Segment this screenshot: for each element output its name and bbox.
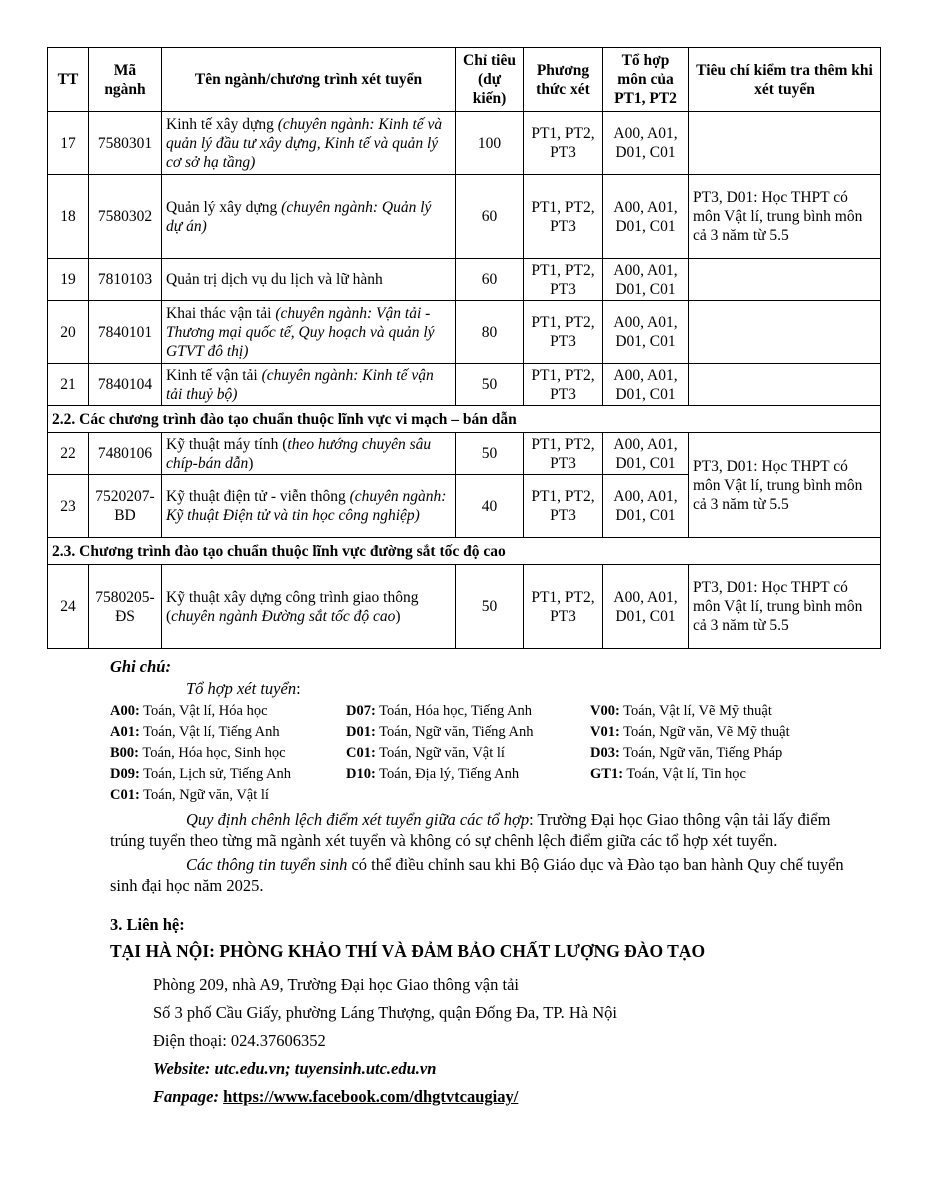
subject-combination-item bbox=[346, 764, 590, 785]
fanpage-link[interactable]: https://www.facebook.com/dhgtvtcaugiay/ bbox=[223, 1087, 519, 1106]
subject-combination-item bbox=[590, 722, 850, 743]
row-chitieu: 100 bbox=[456, 112, 524, 175]
row-tohop: A00, A01, D01, C01 bbox=[603, 475, 689, 538]
row-chitieu: 40 bbox=[456, 475, 524, 538]
admission-info-note bbox=[110, 854, 850, 896]
header-phuong-thuc: Phương thức xét bbox=[524, 48, 603, 112]
subject-desc: Toán, Vật lí, Tin học bbox=[623, 766, 746, 782]
table-row bbox=[48, 364, 881, 406]
row-tohop: A00, A01, D01, C01 bbox=[603, 259, 689, 301]
notes-title: Ghi chú: bbox=[110, 657, 171, 676]
row-tt: 18 bbox=[48, 175, 89, 259]
row-ten bbox=[162, 475, 456, 538]
row-ten-italic: (chuyên ngành: Kinh tế vận tải thuỷ bộ) bbox=[166, 366, 434, 403]
subject-combination-item bbox=[590, 764, 850, 785]
subject-desc: Toán, Ngữ văn, Vật lí bbox=[375, 745, 505, 761]
subject-desc: Toán, Hóa học, Sinh học bbox=[139, 745, 286, 761]
row-ten bbox=[162, 565, 456, 649]
subject-desc: Toán, Ngữ văn, Tiếng Anh bbox=[375, 724, 534, 740]
row-tt: 17 bbox=[48, 112, 89, 175]
row-ma: 7520207-BD bbox=[89, 475, 162, 538]
subject-code: D10: bbox=[346, 766, 376, 782]
contact-website[interactable]: Website: utc.edu.vn; tuyensinh.utc.edu.vn bbox=[153, 1059, 437, 1078]
row-ten-end: ) bbox=[248, 454, 254, 472]
row-chitieu: 50 bbox=[456, 364, 524, 406]
subject-combination-list bbox=[110, 701, 850, 806]
subject-code: D01: bbox=[346, 724, 376, 740]
row-tohop: A00, A01, D01, C01 bbox=[603, 301, 689, 364]
row-ma: 7480106 bbox=[89, 433, 162, 475]
admission-info-note-text: có thể điều chỉnh sau khi Bộ Giáo dục và Đào tạo ban hành Quy chế tuyển sinh đại học năm 2025. bbox=[110, 855, 844, 895]
row-ten-text: Khai thác vận tải bbox=[166, 304, 276, 322]
subject-code: V01: bbox=[590, 724, 620, 740]
subject-combination-item bbox=[110, 785, 346, 806]
admission-info-note-title: Các thông tin tuyển sinh bbox=[186, 855, 348, 874]
fanpage-label: Fanpage: bbox=[153, 1087, 224, 1106]
table-row bbox=[48, 565, 881, 649]
subject-code: B00: bbox=[110, 745, 139, 761]
row-tt: 24 bbox=[48, 565, 89, 649]
subject-desc: Toán, Ngữ văn, Vật lí bbox=[139, 787, 269, 803]
row-ma: 7810103 bbox=[89, 259, 162, 301]
subject-code: D09: bbox=[110, 766, 140, 782]
header-ten-nganh: Tên ngành/chương trình xét tuyển bbox=[162, 48, 456, 112]
row-ten bbox=[162, 364, 456, 406]
header-tieu-chi: Tiêu chí kiểm tra thêm khi xét tuyển bbox=[689, 48, 881, 112]
subject-desc: Toán, Vật lí, Hóa học bbox=[139, 703, 268, 719]
row-ma: 7580301 bbox=[89, 112, 162, 175]
contact-section bbox=[110, 915, 870, 1115]
row-ten bbox=[162, 112, 456, 175]
subject-combination-item bbox=[346, 701, 590, 722]
contact-fanpage bbox=[110, 1087, 870, 1115]
table-row bbox=[48, 301, 881, 364]
subject-desc: Toán, Ngữ văn, Vẽ Mỹ thuật bbox=[619, 724, 790, 740]
subject-combination-item bbox=[110, 701, 346, 722]
subject-combination-item bbox=[346, 722, 590, 743]
row-pt: PT1, PT2, PT3 bbox=[524, 475, 603, 538]
subject-desc: Toán, Hóa học, Tiếng Anh bbox=[375, 703, 533, 719]
row-ten-text: Quản trị dịch vụ du lịch và lữ hành bbox=[166, 271, 383, 288]
row-ten-text: Kỹ thuật xây dựng công trình giao thông ( bbox=[166, 588, 419, 625]
row-chitieu: 60 bbox=[456, 259, 524, 301]
row-ten-text: Quản lý xây dựng bbox=[166, 198, 282, 216]
header-tt: TT bbox=[48, 48, 89, 112]
row-ten bbox=[162, 301, 456, 364]
row-ma: 7580302 bbox=[89, 175, 162, 259]
contact-title: 3. Liên hệ: bbox=[110, 915, 185, 934]
row-tt: 22 bbox=[48, 433, 89, 475]
row-chitieu: 50 bbox=[456, 433, 524, 475]
row-ma: 7580205-ĐS bbox=[89, 565, 162, 649]
row-ten-text: Kinh tế xây dựng bbox=[166, 115, 278, 133]
subject-combination-item bbox=[346, 743, 590, 764]
row-tt: 23 bbox=[48, 475, 89, 538]
subject-combination-title bbox=[110, 679, 850, 701]
row-tt: 20 bbox=[48, 301, 89, 364]
admission-table bbox=[47, 47, 881, 649]
row-pt: PT1, PT2, PT3 bbox=[524, 259, 603, 301]
row-chitieu: 80 bbox=[456, 301, 524, 364]
row-ten bbox=[162, 259, 456, 301]
subject-code: A00: bbox=[110, 703, 140, 719]
header-ma-nganh: Mã ngành bbox=[89, 48, 162, 112]
contact-room: Phòng 209, nhà A9, Trường Đại học Giao thông vận tải bbox=[153, 975, 519, 994]
row-ma: 7840104 bbox=[89, 364, 162, 406]
subject-desc: Toán, Địa lý, Tiếng Anh bbox=[375, 766, 520, 782]
row-tt: 21 bbox=[48, 364, 89, 406]
row-tieuchi: PT3, D01: Học THPT có môn Vật lí, trung bình môn cả 3 năm từ 5.5 bbox=[689, 433, 881, 538]
row-pt: PT1, PT2, PT3 bbox=[524, 112, 603, 175]
contact-office: TẠI HÀ NỘI: PHÒNG KHẢO THÍ VÀ ĐẢM BẢO CHẤT LƯỢNG ĐÀO TẠO bbox=[110, 941, 706, 961]
row-tohop: A00, A01, D01, C01 bbox=[603, 565, 689, 649]
row-ten-italic: (chuyên ngành: Quản lý dự án) bbox=[166, 198, 432, 235]
section-heading-23: 2.3. Chương trình đào tạo chuẩn thuộc lĩnh vực đường sắt tốc độ cao bbox=[48, 538, 881, 565]
section-row bbox=[48, 538, 881, 565]
notes-section bbox=[110, 657, 850, 896]
row-ten-text: Kỹ thuật điện tử - viễn thông bbox=[166, 488, 350, 505]
subject-desc: Toán, Vật lí, Vẽ Mỹ thuật bbox=[619, 703, 772, 719]
row-ten-italic: (chuyên ngành: Kỹ thuật Điện tử và tin học công nghiệp) bbox=[166, 488, 447, 524]
subject-code: V00: bbox=[590, 703, 620, 719]
subject-desc: Toán, Ngữ văn, Tiếng Pháp bbox=[619, 745, 783, 761]
row-tieuchi: PT3, D01: Học THPT có môn Vật lí, trung bình môn cả 3 năm từ 5.5 bbox=[689, 175, 881, 259]
row-tohop: A00, A01, D01, C01 bbox=[603, 112, 689, 175]
header-to-hop: Tổ hợp môn của PT1, PT2 bbox=[603, 48, 689, 112]
row-ten-italic: theo hướng chuyên sâu chíp-bán dẫn bbox=[166, 435, 432, 472]
row-tieuchi bbox=[689, 364, 881, 406]
subject-code: A01: bbox=[110, 724, 140, 740]
subject-combination-item bbox=[590, 701, 850, 722]
table-header-row bbox=[48, 48, 881, 112]
row-tieuchi bbox=[689, 259, 881, 301]
section-heading-22: 2.2. Các chương trình đào tạo chuẩn thuộc lĩnh vực vi mạch – bán dẫn bbox=[48, 406, 881, 433]
subject-code: D03: bbox=[590, 745, 620, 761]
subject-combination-item bbox=[110, 743, 346, 764]
score-difference-note-title: Quy định chênh lệch điểm xét tuyển giữa các tổ hợp bbox=[186, 810, 530, 829]
row-chitieu: 50 bbox=[456, 565, 524, 649]
row-pt: PT1, PT2, PT3 bbox=[524, 565, 603, 649]
row-ten-italic: (chuyên ngành: Kinh tế và quản lý đầu tư xây dựng, Kinh tế và quản lý cơ sở hạ tầng) bbox=[166, 115, 443, 171]
row-pt: PT1, PT2, PT3 bbox=[524, 301, 603, 364]
row-ten-italic: chuyên ngành Đường sắt tốc độ cao bbox=[171, 607, 396, 625]
table-row bbox=[48, 175, 881, 259]
row-ten-italic: (chuyên ngành: Vận tải - Thương mại quốc tế, Quy hoạch và quản lý GTVT đô thị) bbox=[166, 304, 435, 360]
row-tt: 19 bbox=[48, 259, 89, 301]
row-tieuchi: PT3, D01: Học THPT có môn Vật lí, trung bình môn cả 3 năm từ 5.5 bbox=[689, 565, 881, 649]
score-difference-note bbox=[110, 809, 850, 851]
row-tieuchi bbox=[689, 301, 881, 364]
table-row bbox=[48, 259, 881, 301]
subject-combination-colon: : bbox=[296, 679, 301, 698]
row-ten-text: Kinh tế vận tải bbox=[166, 366, 262, 384]
section-row bbox=[48, 406, 881, 433]
score-difference-note-text: : Trường Đại học Giao thông vận tải lấy điểm trúng tuyển theo từng mã ngành xét tuyển và không có sự chênh lệch điểm giữa các tổ hợp xét tuyển. bbox=[110, 810, 831, 850]
row-tohop: A00, A01, D01, C01 bbox=[603, 364, 689, 406]
subject-code: GT1: bbox=[590, 766, 624, 782]
row-tieuchi bbox=[689, 112, 881, 175]
row-tohop: A00, A01, D01, C01 bbox=[603, 433, 689, 475]
row-pt: PT1, PT2, PT3 bbox=[524, 433, 603, 475]
subject-desc: Toán, Vật lí, Tiếng Anh bbox=[139, 724, 280, 740]
table-row bbox=[48, 112, 881, 175]
contact-address: Số 3 phố Cầu Giấy, phường Láng Thượng, quận Đống Đa, TP. Hà Nội bbox=[153, 1003, 617, 1022]
table-row bbox=[48, 433, 881, 475]
row-pt: PT1, PT2, PT3 bbox=[524, 175, 603, 259]
subject-combination-item bbox=[590, 743, 850, 764]
row-chitieu: 60 bbox=[456, 175, 524, 259]
header-chi-tieu: Chỉ tiêu (dự kiến) bbox=[456, 48, 524, 112]
subject-combination-item bbox=[110, 764, 346, 785]
subject-code: D07: bbox=[346, 703, 376, 719]
row-ten-end: ) bbox=[395, 607, 401, 625]
subject-combination-item bbox=[110, 722, 346, 743]
row-pt: PT1, PT2, PT3 bbox=[524, 364, 603, 406]
subject-desc: Toán, Lịch sử, Tiếng Anh bbox=[139, 766, 292, 782]
row-ten-text: Kỹ thuật máy tính ( bbox=[166, 435, 288, 453]
subject-combination-title-text: Tổ hợp xét tuyển bbox=[186, 679, 297, 698]
row-ten bbox=[162, 433, 456, 475]
row-ma: 7840101 bbox=[89, 301, 162, 364]
row-ten bbox=[162, 175, 456, 259]
row-tohop: A00, A01, D01, C01 bbox=[603, 175, 689, 259]
subject-code: C01: bbox=[346, 745, 376, 761]
subject-code: C01: bbox=[110, 787, 140, 803]
contact-phone: Điện thoại: 024.37606352 bbox=[153, 1031, 326, 1050]
